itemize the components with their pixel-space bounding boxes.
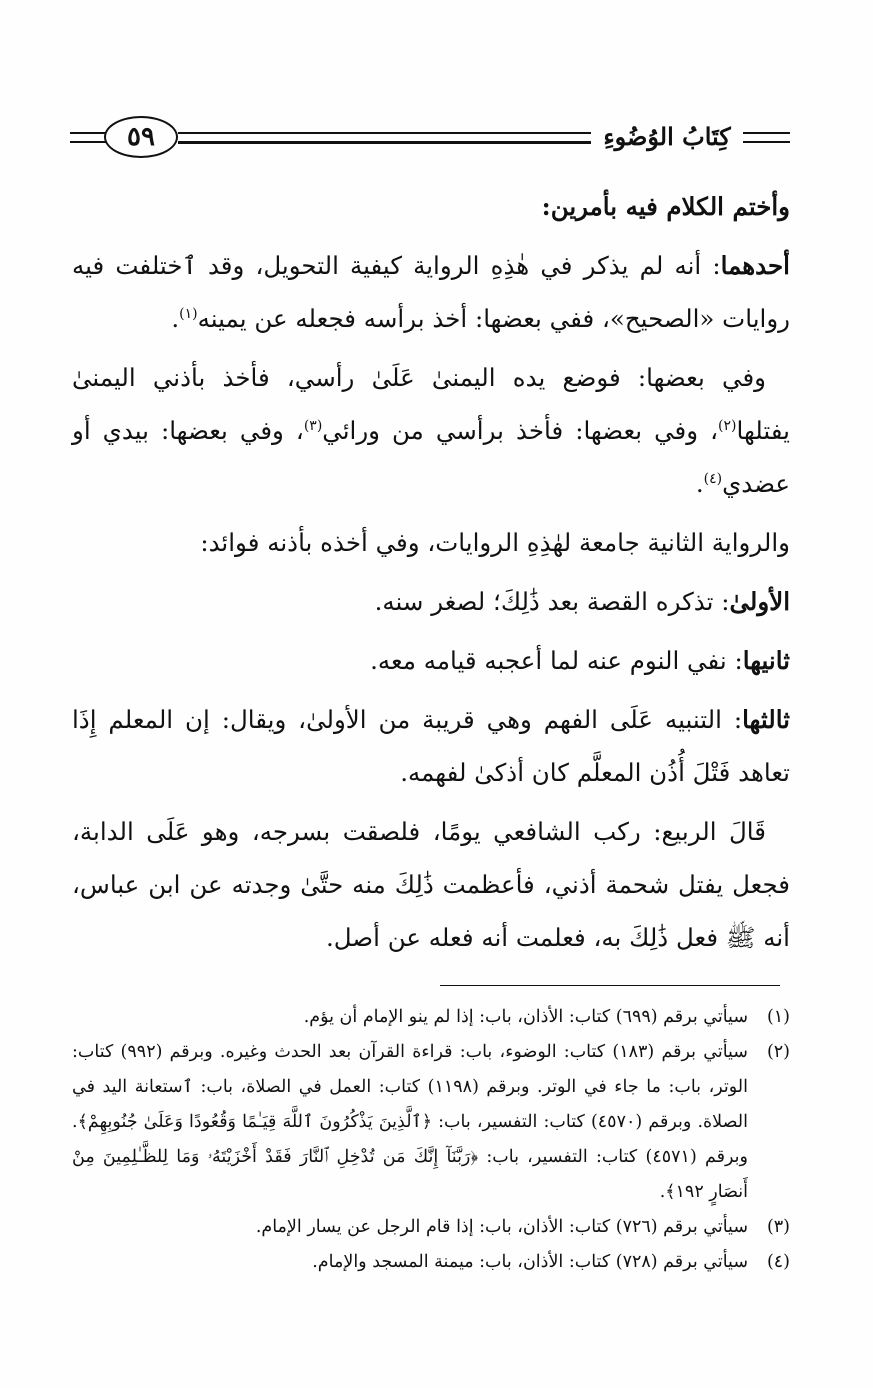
- paragraph-label: ثالثها: [742, 705, 790, 734]
- chapter-title: كِتَابُ الوُضُوءِ: [603, 122, 731, 151]
- footnote-text: سيأتي برقم (٧٢٨) كتاب: الأذان، باب: ميمنة المسجد والإمام.: [312, 1252, 748, 1272]
- footnote-reference: (١): [179, 305, 198, 322]
- paragraph-label: ثانيها: [742, 646, 790, 675]
- header-rule: [743, 132, 790, 134]
- paragraph-text: قَالَ الربيع: ركب الشافعي يومًا، فلصقت بسرجه، وهو عَلَى الدابة، فجعل يفتل شحمة أذني، فأعظمت ذَٰلِكَ منه حتَّىٰ وجدته عن ابن عباس، أنه ﷺ فعل ذَٰلِكَ به، فعلمت أنه فعله عن أصل.: [72, 817, 790, 952]
- header-rule: [178, 132, 591, 134]
- paragraph: [72, 516, 790, 569]
- page-number: ٥٩: [104, 116, 178, 158]
- paragraph-text: ، وفي بعضها: فأخذ برأسي من ورائي: [322, 416, 719, 445]
- footnotes: [72, 1000, 790, 1280]
- paragraph-text: وفي بعضها: فوضع يده اليمنىٰ عَلَىٰ رأسي، فأخذ بأذني اليمنىٰ يفتلها: [72, 363, 790, 445]
- footnote-number: (٤): [766, 1252, 790, 1272]
- footnote-number: (٣): [766, 1217, 790, 1237]
- footnote: [72, 1000, 790, 1035]
- paragraph-text: : التنبيه عَلَى الفهم وهي قريبة من الأولىٰ، ويقال: إن المعلم إِذَا تعاهد فَتْلَ أُذُن المعلَّم كان أذكىٰ لفهمه.: [72, 705, 790, 787]
- footnote-number: (١): [766, 1007, 790, 1027]
- footnote-reference: (٤): [703, 470, 723, 487]
- paragraph-text: : تذكره القصة بعد ذَٰلِكَ؛ لصغر سنه.: [374, 587, 730, 616]
- header-rule: [178, 141, 591, 144]
- footnote-text: سيأتي برقم (٧٢٦) كتاب: الأذان، باب: إذا قام الرجل عن يسار الإمام.: [255, 1217, 748, 1237]
- footnote-number: (٢): [766, 1042, 790, 1062]
- footnote: [72, 1245, 790, 1280]
- paragraph: أحدهما: أنه لم يذكر في هٰذِهِ الرواية كيفية التحويل، وقد ٱختلفت فيه روايات «الصحيح»، ففي بعضها: أخذ برأسه فجعله عن يمينه$^{(١)}$.: [72, 251, 790, 333]
- paragraph-text: ، وفي بعضها: بيدي أو عضدي: [72, 416, 790, 498]
- paragraph: وفي بعضها: فوضع يده اليمنىٰ عَلَىٰ رأسي، فأخذ بأذني اليمنىٰ يفتلها$^{(٢)}$، وفي بعضها: فأخذ برأسي من ورائي$^{(٣)}$، وفي بعضها: بيدي أو عضدي$^{(٤)}$.: [72, 363, 790, 498]
- paragraph: [72, 805, 790, 964]
- paragraph-label: أحدهما: [720, 251, 790, 280]
- header-rule: [743, 141, 790, 143]
- footnote: [72, 1210, 790, 1245]
- body-text: [72, 180, 790, 970]
- paragraph-text: : أنه لم يذكر في هٰذِهِ الرواية كيفية التحويل، وقد ٱختلفت فيه روايات «الصحيح»، ففي بعضها: أخذ برأسه فجعله عن يمينه: [72, 251, 790, 333]
- paragraph-label: الأولىٰ: [729, 587, 790, 616]
- footnote-reference: (٢): [718, 417, 737, 434]
- footnote-separator: [440, 985, 780, 986]
- paragraph: [72, 693, 790, 799]
- paragraph-text: : نفي النوم عنه لما أعجبه قيامه معه.: [370, 646, 743, 675]
- paragraph-text: والرواية الثانية جامعة لهٰذِهِ الروايات، وفي أخذه بأذنه فوائد:: [200, 528, 790, 557]
- footnote-text: سيأتي برقم (١٨٣) كتاب: الوضوء، باب: قراءة القرآن بعد الحدث وغيره. وبرقم (٩٩٢) كتاب: الوتر، باب: ما جاء في الوتر. وبرقم (١١٩٨) كتاب: العمل في الصلاة، باب: ٱستعانة اليد في الصلاة. وبرقم (٤٥٧٠) كتاب: التفسير، باب: ﴿ٱلَّذِينَ يَذْكُرُونَ ٱللَّهَ قِيَـٰمًا وَقُعُودًا وَعَلَىٰ جُنُوبِهِمْ﴾. وبرقم (٤٥٧١) كتاب: التفسير، باب: ﴿رَبَّنَآ إِنَّكَ مَن تُدْخِلِ ٱلنَّارَ فَقَدْ أَخْزَيْتَهُۥ وَمَا لِلظَّـٰلِمِينَ مِنْ أَنصَارٍ ١٩٢﴾.: [72, 1042, 748, 1202]
- intro-sentence: وأختم الكلام فيه بأمرين:: [541, 192, 790, 221]
- footnote: [72, 1035, 790, 1210]
- paragraph: [72, 180, 790, 233]
- paragraph: [72, 575, 790, 628]
- footnote-reference: (٣): [303, 417, 323, 434]
- paragraph: [72, 634, 790, 687]
- footnote-text: سيأتي برقم (٦٩٩) كتاب: الأذان، باب: إذا لم ينو الإمام أن يؤم.: [303, 1007, 748, 1027]
